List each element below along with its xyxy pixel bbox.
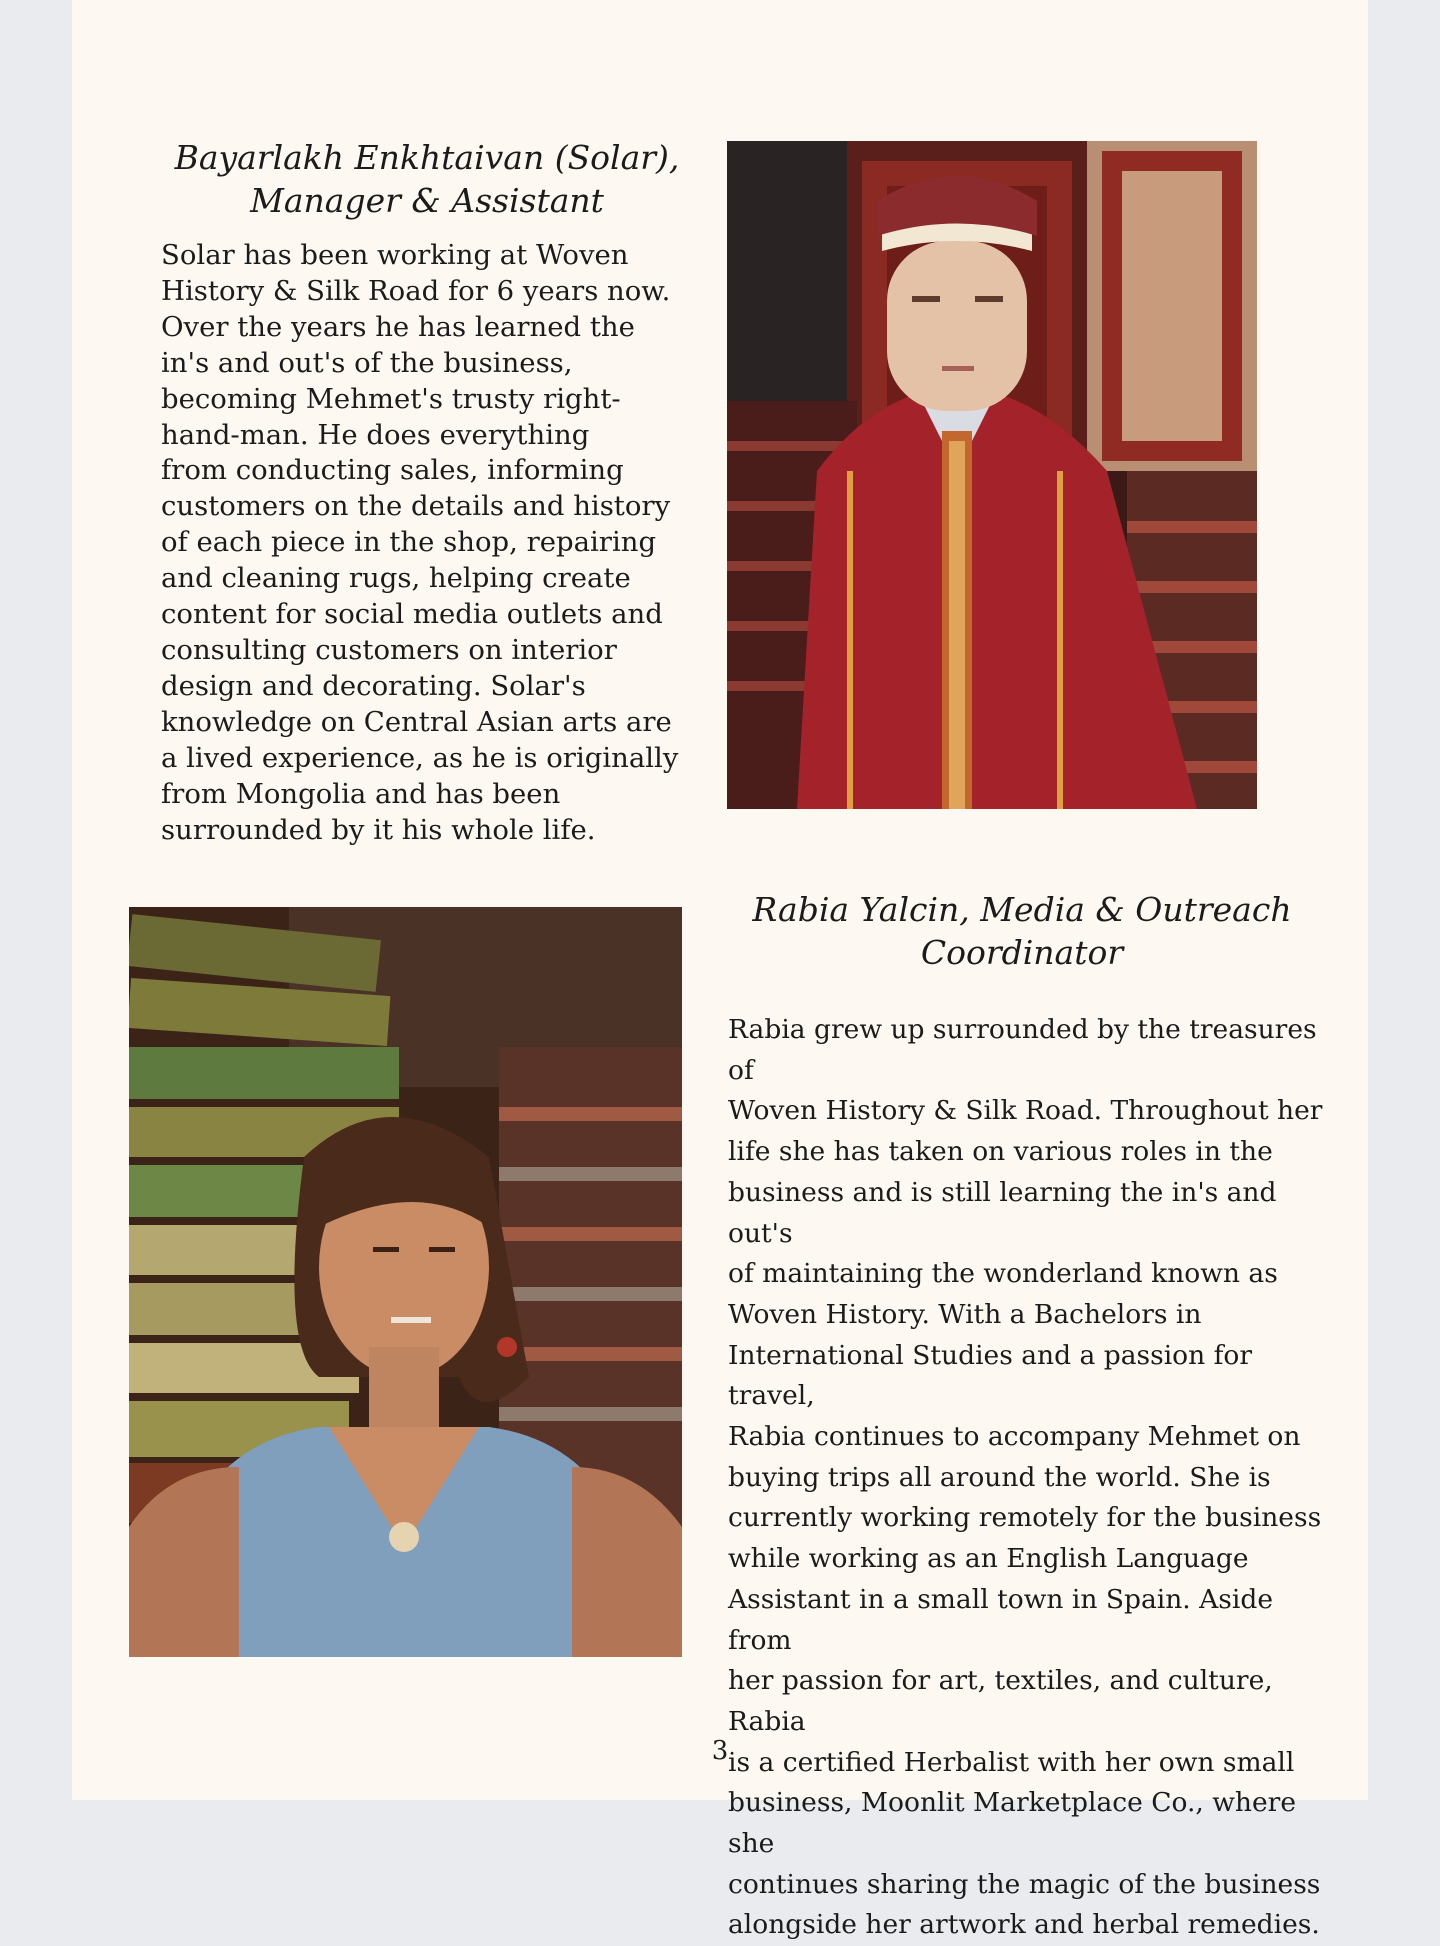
rabia-portrait-photo [129,907,682,1657]
solar-portrait-image [727,141,1257,809]
document-page [72,0,1368,1941]
rabia-portrait-image [129,907,682,1657]
page-number: 3 [711,1736,729,1766]
rabia-bio: Rabia grew up surrounded by the treasures of Woven History & Silk Road. Throughout her life she has taken on various roles in the business and is still learning the in's and out's of maintaining the wonderland known as Woven History. With a Bachelors in International Studies and a passion for travel, Rabia continues to accompany Mehmet on buying trips all around the world. She is currently working remotely for the business while working as an English Language Assistant in a small town in Spain. Aside from her passion for art, textiles, and culture, Rabia is a certified Herbalist with her own small business, Moonlit Marketplace Co., where she continues sharing the magic of the business alongside her artwork and herbal remedies. [728,1014,1323,1941]
solar-heading: Bayarlakh Enkhtaivan (Solar), Manager & Assistant [174,138,680,220]
solar-bio: Solar has been working at Woven History & Silk Road for 6 years now. Over the years he has learned the in's and out's of the business, becoming Mehmet's trusty right- hand-man. He does everything from conducting sales, informing customers on the details and history of each piece in the shop, repairing and cleaning rugs, helping create content for social media outlets and consulting customers on interior design and decorating. Solar's knowledge on Central Asian arts are a lived experience, as he is originally from Mongolia and has been surrounded by it his whole life. [161,239,679,846]
rabia-heading: Rabia Yalcin, Media & Outreach Coordinator [752,890,1292,972]
solar-portrait-photo [727,141,1257,809]
